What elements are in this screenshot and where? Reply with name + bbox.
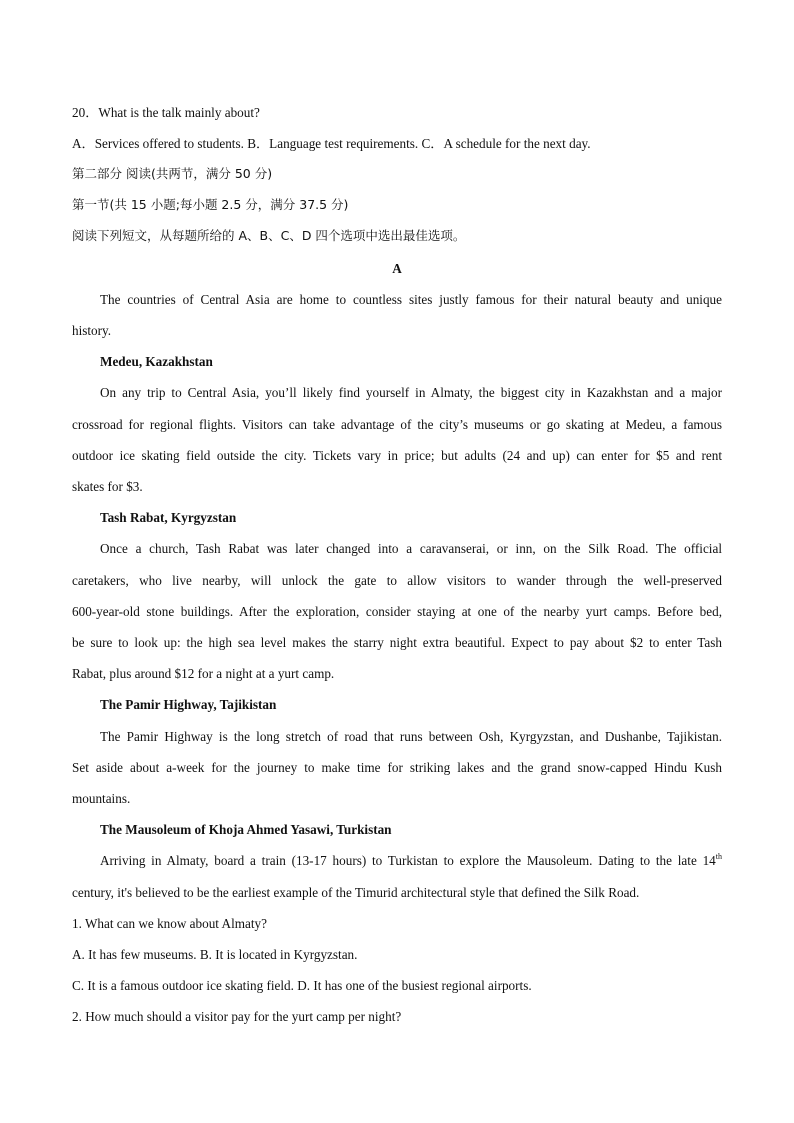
site-heading-medeu: Medeu, Kazakhstan bbox=[100, 354, 213, 369]
site-medeu-line: skates for $3. bbox=[72, 479, 143, 494]
passage-intro-line: The countries of Central Asia are home to countless sites justly famous for their natural beauty and unique bbox=[100, 292, 722, 307]
question-20-option-c: C．A schedule for the next day. bbox=[421, 136, 591, 151]
question-1-option-a: A. It has few museums. bbox=[72, 947, 197, 962]
site-medeu-line: outdoor ice skating field outside the city. Tickets vary in price; but adults (24 and up) can enter for $5 and rent bbox=[72, 448, 722, 463]
question-20-options bbox=[72, 137, 591, 150]
passage-intro-line: history. bbox=[72, 323, 112, 338]
question-20-stem: 20．What is the talk mainly about? bbox=[72, 105, 260, 120]
part-title: 第二部分 阅读(共两节，满分 50 分) bbox=[72, 166, 273, 181]
question-20-option-a: A．Services offered to students. bbox=[72, 136, 244, 151]
site-medeu-line: On any trip to Central Asia, you’ll likely find yourself in Almaty, the biggest city in Kazakhstan and a major bbox=[100, 385, 722, 400]
site-heading-tash-rabat: Tash Rabat, Kyrgyzstan bbox=[100, 510, 237, 525]
site-tash-rabat-line: Once a church, Tash Rabat was later changed into a caravanserai, or inn, on the Silk Road. The official bbox=[100, 541, 722, 556]
reading-instruction: 阅读下列短文，从每题所给的 A、B、C、D 四个选项中选出最佳选项。 bbox=[72, 228, 466, 243]
site-heading-pamir-highway: The Pamir Highway, Tajikistan bbox=[100, 697, 277, 712]
question-20-option-b: B．Language test requirements. bbox=[247, 136, 419, 151]
passage-label: A bbox=[392, 261, 402, 276]
ordinal-suffix: th bbox=[715, 852, 722, 861]
site-mausoleum-line bbox=[72, 854, 722, 867]
site-pamir-line: mountains. bbox=[72, 791, 131, 806]
question-1-options-row bbox=[72, 948, 357, 961]
site-pamir-line: The Pamir Highway is the long stretch of road that runs between Osh, Kyrgyzstan, and Dushanbe, Tajikistan. bbox=[100, 729, 722, 744]
subsection-title: 第一节(共 15 小题;每小题 2.5 分，满分 37.5 分) bbox=[72, 197, 349, 212]
site-tash-rabat-line: 600-year-old stone buildings. After the exploration, consider staying at one of the nearby yurt camps. Before bed, bbox=[72, 604, 722, 619]
question-1-option-d: D. It has one of the busiest regional airports. bbox=[297, 978, 532, 993]
question-2-stem: 2. How much should a visitor pay for the yurt camp per night? bbox=[72, 1009, 402, 1024]
question-1-option-b: B. It is located in Kyrgyzstan. bbox=[199, 947, 358, 962]
question-1-option-c: C. It is a famous outdoor ice skating field. bbox=[72, 978, 294, 993]
question-1-stem: 1. What can we know about Almaty? bbox=[72, 916, 267, 931]
site-mausoleum-line-text: Arriving in Almaty, board a train (13-17 hours) to Turkistan to explore the Mausoleum. Dating to the late 14 bbox=[100, 853, 716, 868]
question-1-options-row bbox=[72, 979, 532, 992]
site-heading-mausoleum: The Mausoleum of Khoja Ahmed Yasawi, Turkistan bbox=[100, 822, 392, 837]
site-tash-rabat-line: Rabat, plus around $12 for a night at a yurt camp. bbox=[72, 666, 335, 681]
site-mausoleum-line: century, it's believed to be the earliest example of the Timurid architectural style that defined the Silk Road. bbox=[72, 885, 640, 900]
site-pamir-line: Set aside about a-week for the journey to make time for striking lakes and the grand snow-capped Hindu Kush bbox=[72, 760, 722, 775]
site-tash-rabat-line: caretakers, who live nearby, will unlock the gate to allow visitors to wander through the well-preserved bbox=[72, 573, 722, 588]
site-medeu-line: crossroad for regional flights. Visitors can take advantage of the city’s museums or go skating at Medeu, a famous bbox=[72, 417, 722, 432]
site-tash-rabat-line: be sure to look up: the high sea level makes the starry night extra beautiful. Expect to pay about $2 to enter Tash bbox=[72, 635, 722, 650]
